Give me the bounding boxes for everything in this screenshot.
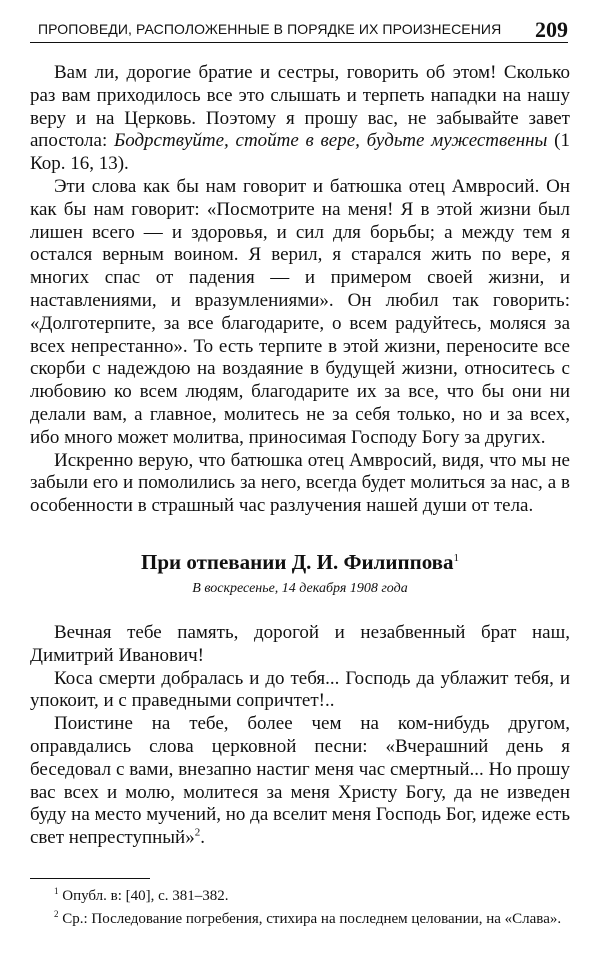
page-number: 209 (535, 17, 568, 42)
body-text (30, 62, 570, 850)
footnote-2-number: 2 (54, 909, 59, 919)
paragraph-6-text: Поистине на тебе, более чем на ком-нибудь другом, оправдались слова церковной песни: «Вчерашний день я беседовал с вами, внезапно настиг меня час смертный... Но прошу вас всех и молю, молитеся за меня Христу Богу, да не изведен буду на место мучений, но да вселит меня Господь Бог, идеже есть свет непреступный» (30, 713, 570, 849)
footnote-1-number: 1 (54, 886, 59, 896)
footnotes (30, 882, 570, 928)
footnote-1-text: Опубл. в: [40], с. 381–382. (58, 888, 229, 904)
footnote-1 (30, 882, 570, 905)
paragraph-4: Вечная тебе память, дорогой и незабвенный брат наш, Димитрий Иванович! (30, 621, 570, 666)
paragraph-3: Искренно верую, что батюшка отец Амвросий, видя, что мы не забыли его и помолились за него, всегда будет молиться за нас, а в особенности в страшный час разлучения нашей души от тела. (30, 449, 570, 517)
paragraph-1 (30, 62, 570, 176)
running-header (30, 16, 568, 43)
paragraph-6 (30, 713, 570, 850)
section-subheading: В воскресенье, 14 декабря 1908 года (192, 580, 408, 596)
footnote-2 (30, 905, 570, 928)
section-heading (30, 546, 570, 574)
scripture-reference: (1 Кор. 16, 13). (30, 130, 570, 175)
section-heading-text: При отпевании Д. И. Филиппова (140, 549, 454, 574)
paragraph-1-text: Вам ли, дорогие братие и сестры, говорить об этом! Сколько раз вам приходилось все это слышать и терпеть нападки на нашу веру и на Церковь. Поэтому я прошу вас, не забывайте завет апостола: (30, 62, 570, 152)
heading-footnote-marker: 1 (453, 551, 460, 564)
paragraph-6-end: . (200, 827, 205, 849)
running-title: ПРОПОВЕДИ, РАСПОЛОЖЕННЫЕ В ПОРЯДКЕ ИХ ПРОИЗНЕСЕНИЯ (38, 21, 502, 37)
paragraph-2: Эти слова как бы нам говорит и батюшка отец Амвросий. Он как бы нам говорит: «Посмотрите на меня! Я в этой жизни был лишен всего — и здоровья, и сил для борьбы; а между тем я остался верным воином. Я верил, я старался жить по вере, я многих спас от падения — и примером своей жизни, и наставлениями, и вразумлениями». Он любил так говорить: «Долготерпите, за все благодарите, о всем радуйтесь, моляся за всех непрестанно». То есть терпите в этой жизни, переносите все скорби с надеждою на воздаяние в будущей жизни, относитесь с любовию ко всем людям, благодарите их за все, что бы они ни делали вам, а главное, молитесь не за себя только, но и за всех, ибо много может молитва, приносимая Господу Богу за других. (30, 175, 570, 448)
footnote-2-text: Ср.: Последование погребения, стихира на последнем целовании, на «Слава». (58, 911, 562, 927)
paragraph-6-footnote-marker: 2 (194, 826, 201, 839)
paragraph-5: Коса смерти добралась и до тебя... Господь да ублажит тебя, и упокоит, и с праведными сопричтет!.. (30, 667, 570, 712)
footnote-divider (30, 878, 150, 879)
scripture-quote: Бодрствуйте, стойте в вере, будьте мужественны (113, 130, 548, 152)
